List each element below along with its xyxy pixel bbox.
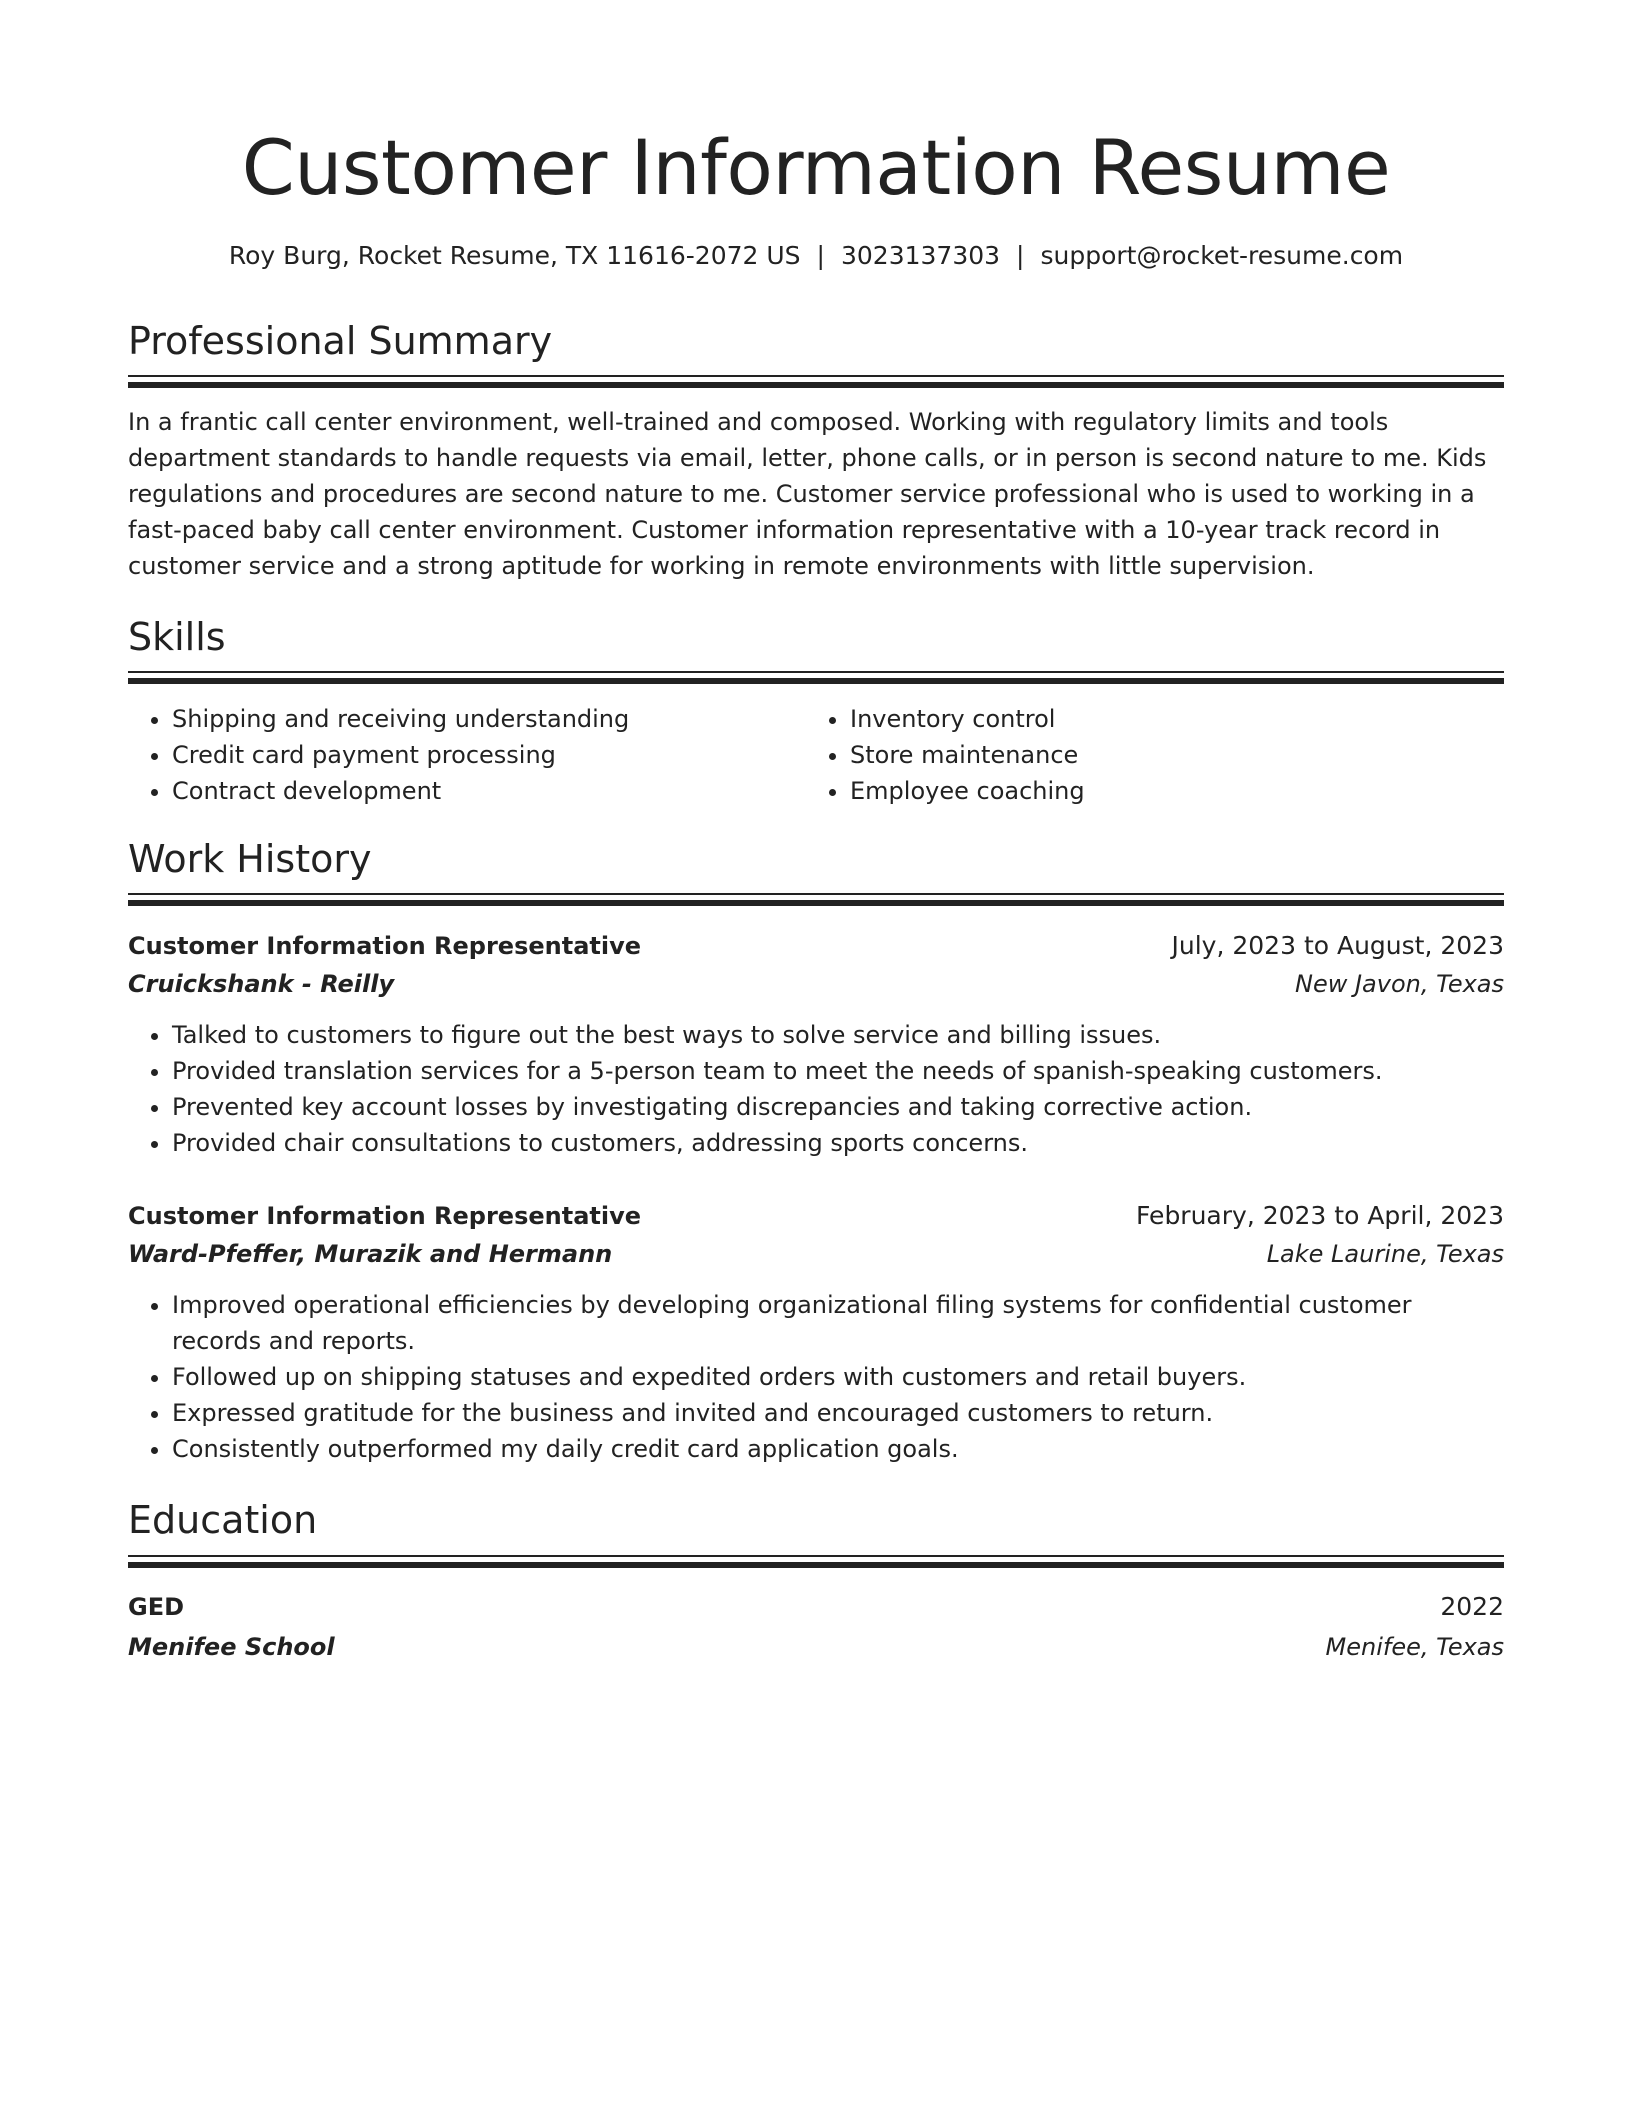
job-bullet: • Followed up on shipping statuses and expedited orders with customers and retail buyers. bbox=[172, 1359, 1504, 1395]
job-bullet: • Provided translation services for a 5-person team to meet the needs of spanish-speaking customers. bbox=[172, 1053, 1504, 1089]
skills-column-1 bbox=[128, 701, 629, 809]
education-year: 2022 bbox=[1440, 1592, 1504, 1621]
job-bullet: • Improved operational efficiencies by developing organizational filing systems for confidential customer records and reports. bbox=[172, 1287, 1504, 1359]
education-degree: GED bbox=[128, 1593, 185, 1621]
job-dates: July, 2023 to August, 2023 bbox=[1171, 931, 1504, 960]
job-company: Ward-Pfeffer, Murazik and Hermann bbox=[128, 1240, 613, 1268]
skill-item: • Contract development bbox=[172, 773, 629, 809]
contact-separator: | bbox=[1016, 241, 1025, 270]
education-school: Menifee School bbox=[128, 1633, 335, 1661]
job-bullets bbox=[128, 1287, 1504, 1467]
skill-item: • Inventory control bbox=[850, 701, 1085, 737]
contact-address: Roy Burg, Rocket Resume, TX 11616-2072 US bbox=[228, 241, 801, 270]
job-location: Lake Laurine, Texas bbox=[1266, 1240, 1504, 1268]
job-location: New Javon, Texas bbox=[1295, 970, 1504, 998]
skills-column-2 bbox=[806, 701, 1085, 809]
job-bullet: • Provided chair consultations to customers, addressing sports concerns. bbox=[172, 1125, 1504, 1161]
education-entry bbox=[128, 1588, 1504, 1666]
job-bullet: • Consistently outperformed my daily credit card application goals. bbox=[172, 1431, 1504, 1467]
contact-email: support@rocket-resume.com bbox=[1040, 241, 1404, 270]
job-entry bbox=[128, 1197, 1504, 1467]
education-heading: Education bbox=[128, 1498, 318, 1542]
job-title: Customer Information Representative bbox=[128, 932, 642, 960]
skills-heading: Skills bbox=[128, 615, 226, 659]
skill-item: • Employee coaching bbox=[850, 773, 1085, 809]
summary-text: In a frantic call center environment, well-trained and composed. Working with regulatory limits and tools department standards to handle requests via email, letter, phone calls, or in person is second nature to me. Kids regulations and procedures are second nature to me. Customer service professional who is used to working in a fast-paced baby call center environment. Customer information representative with a 10-year track record in customer service and a strong aptitude for working in remote environments with little supervision. bbox=[128, 408, 1487, 580]
summary-heading: Professional Summary bbox=[128, 319, 553, 363]
job-bullet: • Prevented key account losses by investigating discrepancies and taking corrective action. bbox=[172, 1089, 1504, 1125]
section-divider bbox=[128, 671, 1504, 685]
job-dates: February, 2023 to April, 2023 bbox=[1136, 1201, 1504, 1230]
contact-line bbox=[128, 238, 1504, 274]
section-divider bbox=[128, 1555, 1504, 1569]
contact-separator: | bbox=[816, 241, 825, 270]
section-divider bbox=[128, 893, 1504, 907]
job-title: Customer Information Representative bbox=[128, 1202, 642, 1230]
contact-phone: 3023137303 bbox=[840, 241, 1001, 270]
skill-item: • Store maintenance bbox=[850, 737, 1085, 773]
skill-item: • Credit card payment processing bbox=[172, 737, 629, 773]
skill-item: • Shipping and receiving understanding bbox=[172, 701, 629, 737]
section-divider bbox=[128, 375, 1504, 389]
job-company: Cruickshank - Reilly bbox=[128, 970, 395, 998]
job-bullet: • Expressed gratitude for the business and invited and encouraged customers to return. bbox=[172, 1395, 1504, 1431]
job-entry bbox=[128, 927, 1504, 1161]
work-heading: Work History bbox=[128, 837, 372, 881]
job-bullets bbox=[128, 1017, 1504, 1161]
education-location: Menifee, Texas bbox=[1325, 1633, 1504, 1661]
resume-title: Customer Information Resume bbox=[241, 123, 1391, 212]
job-bullet: • Talked to customers to figure out the best ways to solve service and billing issues. bbox=[172, 1017, 1504, 1053]
